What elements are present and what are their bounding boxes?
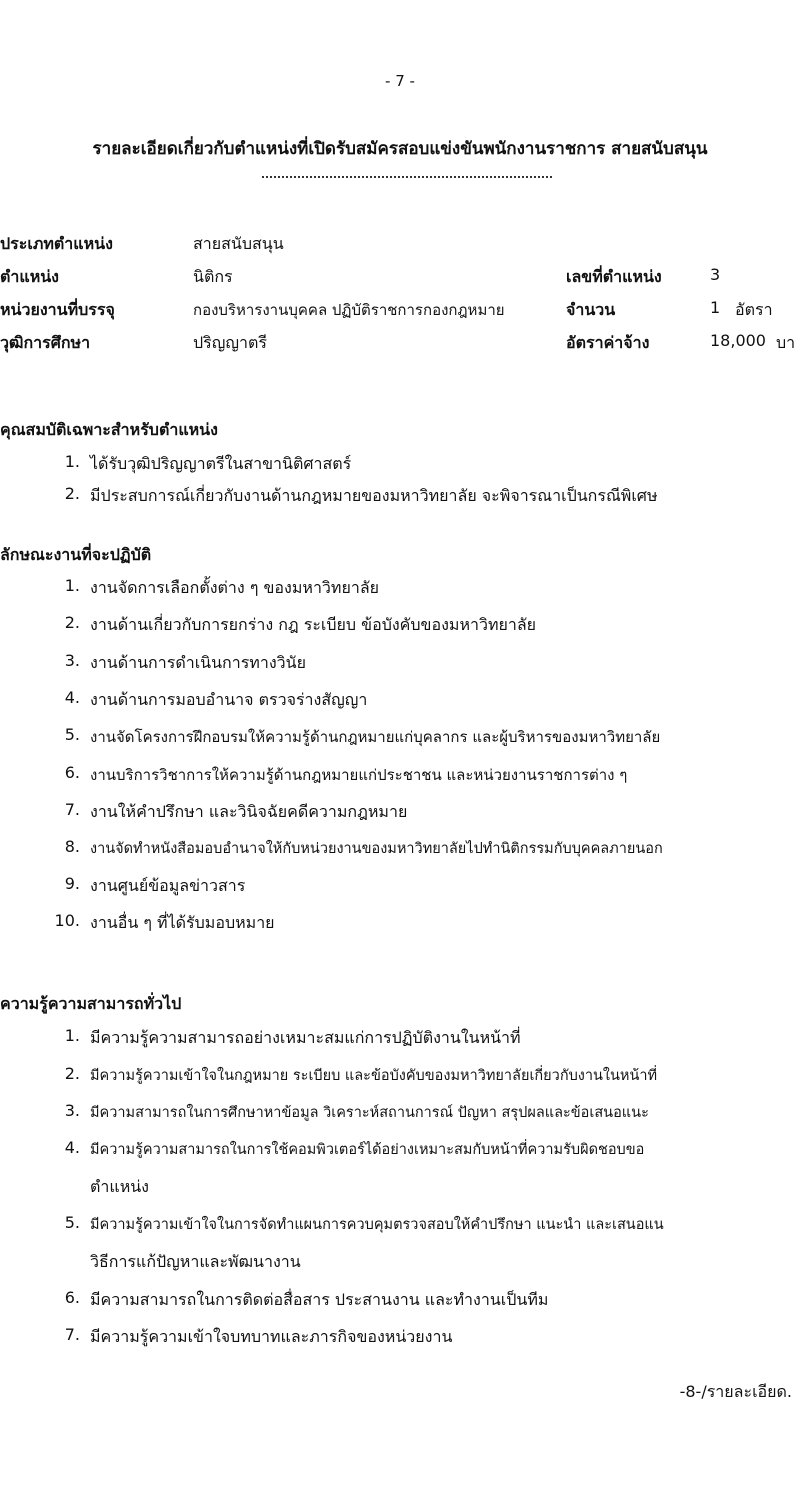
next-page-reference: -8-/รายละเอียด. (679, 1382, 792, 1401)
list-number: 9. (64, 874, 80, 893)
unit-value: กองบริหารงานบุคคล ปฏิบัติราชการกองกฎหมาย (193, 301, 505, 319)
position-label: ตำแหน่ง (0, 267, 59, 286)
list-item-continuation: ตำแหน่ง (90, 1177, 149, 1196)
page-number: - 7 - (385, 72, 415, 90)
list-item: มีความรู้ความสามารถอย่างเหมาะสมแก่การปฏิบัติงานในหน้าที่ (90, 1028, 521, 1047)
list-number: 4. (64, 1138, 80, 1157)
list-item-continuation: วิธีการแก้ปัญหาและพัฒนางาน (90, 1252, 301, 1271)
count-value: 1 (710, 298, 721, 317)
education-value: ปริญญาตรี (193, 333, 267, 352)
list-item: งานบริการวิชาการให้ความรู้ด้านกฎหมายแก่ประชาชน และหน่วยงานราชการต่าง ๆ (90, 766, 628, 784)
list-item: มีความรู้ความเข้าใจในกฎหมาย ระเบียบ และข้อบังคับของมหาวิทยาลัยเกี่ยวกับงานในหน้าที่ (90, 1068, 658, 1084)
list-number: 1. (64, 1026, 80, 1045)
list-number: 2. (64, 613, 80, 632)
list-number: 5. (64, 1213, 80, 1232)
list-number: 10. (54, 911, 80, 930)
list-number: 1. (64, 576, 80, 595)
position-no-value: 3 (710, 265, 721, 284)
list-item: งานด้านการมอบอำนาจ ตรวจร่างสัญญา (90, 690, 368, 709)
list-item: มีความรู้ความเข้าใจบทบาทและภารกิจของหน่วยงาน (90, 1327, 453, 1346)
count-label: จำนวน (566, 300, 616, 319)
list-item: งานให้คำปรึกษา และวินิจฉัยคดีความกฎหมาย (90, 802, 408, 821)
type-value: สายสนับสนุน (193, 234, 284, 253)
list-item: งานจัดการเลือกตั้งต่าง ๆ ของมหาวิทยาลัย (90, 578, 379, 597)
list-number: 3. (64, 651, 80, 670)
unit-label: หน่วยงานที่บรรจุ (0, 300, 115, 319)
list-number: 2. (64, 484, 80, 503)
list-item: มีประสบการณ์เกี่ยวกับงานด้านกฎหมายของมหาวิทยาลัย จะพิจารณาเป็นกรณีพิเศษ (90, 486, 658, 505)
list-number: 7. (64, 1325, 80, 1344)
list-item: งานจัดทำหนังสือมอบอำนาจให้กับหน่วยงานของมหาวิทยาลัยไปทำนิติกรรมกับบุคคลภายนอก (90, 841, 663, 857)
list-item: งานด้านเกี่ยวกับการยกร่าง กฎ ระเบียบ ข้อบังคับของมหาวิทยาลัย (90, 615, 537, 634)
list-number: 8. (64, 837, 80, 856)
dotted-separator (262, 170, 552, 178)
knowledge-heading: ความรู้ความสามารถทั่วไป (0, 994, 182, 1013)
salary-label: อัตราค่าจ้าง (566, 333, 650, 352)
list-item: งานศูนย์ข้อมูลข่าวสาร (90, 876, 246, 895)
list-item: งานจัดโครงการฝึกอบรมให้ความรู้ด้านกฎหมายแก่บุคลากร และผู้บริหารของมหาวิทยาลัย (90, 728, 661, 746)
list-number: 7. (64, 800, 80, 819)
list-item: ได้รับวุฒิปริญญาตรีในสาขานิติศาสตร์ (90, 454, 352, 473)
list-number: 3. (64, 1101, 80, 1120)
list-number: 2. (64, 1064, 80, 1083)
salary-value: 18,000 (710, 331, 766, 350)
list-item: มีความสามารถในการศึกษาหาข้อมูล วิเคราะห์สถานการณ์ ปัญหา สรุปผลและข้อเสนอแนะ (90, 1105, 649, 1121)
list-item: งานอื่น ๆ ที่ได้รับมอบหมาย (90, 913, 275, 932)
list-number: 6. (64, 1288, 80, 1307)
document-title: รายละเอียดเกี่ยวกับตำแหน่งที่เปิดรับสมัครสอบแข่งขันพนักงานราชการ สายสนับสนุน (92, 139, 708, 159)
education-label: วุฒิการศึกษา (0, 333, 91, 352)
list-item: มีความรู้ความสามารถในการใช้คอมพิวเตอร์ได้อย่างเหมาะสมกับหน้าที่ความรับผิดชอบขอ (90, 1142, 645, 1158)
list-number: 5. (64, 725, 80, 744)
position-no-label: เลขที่ตำแหน่ง (566, 267, 662, 286)
list-item: มีความรู้ความเข้าใจในการจัดทำแผนการควบคุมตรวจสอบให้คำปรึกษา แนะนำ และเสนอแน (90, 1217, 664, 1233)
type-label: ประเภทตำแหน่ง (0, 234, 113, 253)
list-item: งานด้านการดำเนินการทางวินัย (90, 653, 306, 672)
count-unit: อัตรา (735, 300, 773, 319)
list-item: มีความสามารถในการติดต่อสื่อสาร ประสานงาน และทำงานเป็นทีม (90, 1290, 549, 1309)
duties-heading: ลักษณะงานที่จะปฏิบัติ (0, 545, 152, 564)
position-value: นิติกร (193, 267, 233, 286)
list-number: 4. (64, 688, 80, 707)
list-number: 6. (64, 763, 80, 782)
qualifications-heading: คุณสมบัติเฉพาะสำหรับตำแหน่ง (0, 420, 218, 439)
salary-unit: บา (776, 333, 796, 352)
list-number: 1. (64, 452, 80, 471)
